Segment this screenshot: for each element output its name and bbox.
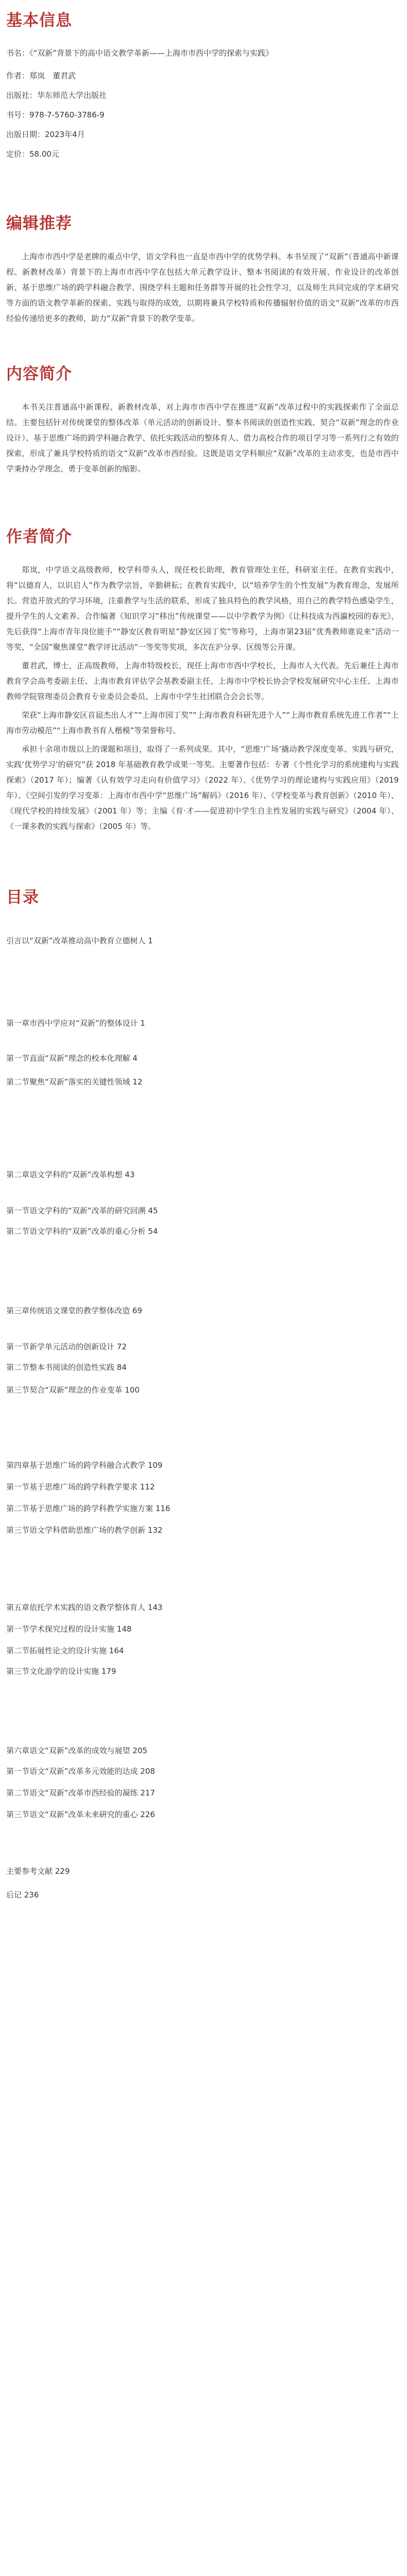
book-price: 定价：58.00元 <box>6 149 59 159</box>
toc-item: 后记 236 <box>6 1890 39 1900</box>
author-intro-paragraph-1: 郑岚，中学语文高级教师，校学科带头人，现任校长助理，教育管理处主任，科研室主任。在教育实践中，将“以德育人，以识启人”作为教学宗旨，辛勤耕耘；在教育实践中，以“培养学生的个性发展”为教育理念，发展所长。营造开放式的学习环境，注重教学与生活的联系，形成了独具特色的教学风格，用自己的教学特色感染学生，提升学生的人文素养。合作编著《知识学习”移出”传统课堂——以中学教学为例》《让科技成为西瀛校园的春光》，先后获得“上海市青年岗位能手”“静安区教育明星”静安区园丁奖”等称号，上海市第23届”优秀教师谁说来”活动一等奖，“全国”聚焦课堂”教学评比活动”一等奖等奖项，多次在沪分享。区级等公开课。 <box>6 565 399 652</box>
toc-item: 第二节聚焦“双新”落实的关键性领域 12 <box>6 1077 143 1087</box>
toc-item: 第三节契合“双新”理念的作业变革 100 <box>6 1385 140 1395</box>
toc-item: 第三节语文学科借助思维广场的教学创新 132 <box>6 1526 163 1535</box>
toc-item: 第三章传统语文课堂的教学整体改造 69 <box>6 1306 142 1315</box>
editor-recommend-paragraph: 上海市市西中学是老牌的重点中学，语文学科也一直是市西中学的优势学科。本书呈现了“双新”（普通高中新课程、新教材改革）背景下的上海市市西中学在包括大单元教学设计、整本书阅读的有效开展、作业设计的改革创新、基于思维广场的跨学科融合教学、围绕学科主题和任务群等开展的社会性学习，以及师生共同完成的学术研究等方面的语文教学革新的探索、实践与取得的成效，以期将兼具学校特质和传播辐射价值的语文“双新”改革的市西经验传递给更多的教师，助力“双新”背景下的教学变革。 <box>6 252 399 323</box>
toc-item: 第三节语文“双新”改革未来研究的重心 226 <box>6 1810 155 1819</box>
toc-item: 第一节直面“双新”理念的校本化理解 4 <box>6 1054 138 1063</box>
basic-info-heading: 基本信息 <box>6 11 72 30</box>
toc-item: 第五章依托学术实践的语文教学整体育人 143 <box>6 1603 163 1612</box>
content-intro-heading: 内容简介 <box>6 365 72 383</box>
toc-item: 第一节学术探究过程的设计实施 148 <box>6 1624 132 1634</box>
toc-item: 第一节新学单元活动的创新设计 72 <box>6 1342 127 1351</box>
toc-heading: 目录 <box>6 888 39 907</box>
toc-item: 第三节文化游学的设计实施 179 <box>6 1667 116 1676</box>
toc-item: 第二节基于思维广场的跨学科教学实施方案 116 <box>6 1504 171 1513</box>
author-intro-paragraph-2: 董君武，博士，正高级教师，上海市特级校长，现任上海市市西中学校长，上海市人大代表。先后兼任上海市教育学会高考委副主任、上海市教育评估学会基教委副主任、上海市中学校长协会学校发展研究中心主任、上海市教师学院管理委员会教育专业委员会委员、上海市中学生社团联合会会长等。 <box>6 661 399 701</box>
toc-item: 第二节语文“双新”改革市西经验的凝练 217 <box>6 1788 155 1798</box>
toc-item: 第六章语文“双新”改革的成效与展望 205 <box>6 1746 147 1755</box>
editor-recommend-section <box>6 210 399 329</box>
toc-list <box>6 923 399 2576</box>
toc-item: 第二节拓展性论文的设计实施 164 <box>6 1646 124 1655</box>
book-publisher: 出版社：华东师范大学出版社 <box>6 91 107 100</box>
toc-item: 第二章语文学科的“双新”改革构想 43 <box>6 1170 135 1179</box>
toc-item: 第一节语文学科的“双新”改革的研究回溯 45 <box>6 1206 158 1215</box>
toc-item: 主要参考文献 229 <box>6 1867 70 1876</box>
author-intro-heading: 作者简介 <box>6 528 72 546</box>
book-isbn: 书号：978-7-5760-3786-9 <box>6 110 105 120</box>
author-intro-paragraph-3: 荣获“上海市静安区首届杰出人才”“上海市园丁奖”“上海市教育科研先进个人”“上海市教育系统先进工作者”“上海市劳动模范”“上海市教书育人楷模”等荣誉称号。 <box>6 710 399 735</box>
content-intro-section <box>6 361 399 480</box>
toc-item: 第一节基于思维广场的跨学科教学要求 112 <box>6 1482 155 1492</box>
author-intro-section <box>6 523 399 837</box>
toc-item: 第二节语文学科的“双新”改革的重心分析 54 <box>6 1227 158 1236</box>
toc-item: 第一节语文“双新”改革多元效能的达成 208 <box>6 1767 155 1776</box>
author-intro-paragraph-4: 承担十余项市级以上的课题和项目，取得了一系列成果。其中，“思维‘广场’撬动教学深度变革、实践与研究，实践‘优势学习’的研究”获 2018 年基础教育教学成果一等奖。主要著作包括：专著《个性化学习的系统建构与实践探索》（2017 年）；编著《认有效学习走向有价值学习》（2022 年）、《优势学习的理论建构与实践应用》（2019 年）、《空间引发的学习变革：上海市市西中学“思维广场”解码》（2016 年）、《学校变革与教育创新》（2010 年）、《现代学校的持续发展》（2001 年）等；主编《育·才——促进初中学生自主性发展的实践与研究》（2004 年）、《一课多教的实践与探索》（2005 年）等。 <box>6 744 399 831</box>
toc-item: 第四章基于思维广场的跨学科融合式教学 109 <box>6 1461 163 1470</box>
book-author: 作者：郑岚 董君武 <box>6 71 76 80</box>
book-pub-date: 出版日期：2023年4月 <box>6 130 85 139</box>
book-title: 书名：《“双新”背景下的高中语文教学革新——上海市市西中学的探索与实践》 <box>6 48 274 58</box>
toc-item: 第一章市西中学应对“双新”的整体设计 1 <box>6 1019 145 1028</box>
toc-item: 引言以“双新”改革推动高中教育立德树人 1 <box>6 936 153 945</box>
content-intro-paragraph: 本书关注普通高中新课程、新教材改革，对上海市市西中学在推进“双新”改革过程中的实践探索作了全面总结。主要包括针对传统课堂的整体改革（单元活动的创新设计、整本书阅读的创造性实践、契合“双新”理念的作业设计）、基于思维广场的跨学科融合教学、依托实践活动的整体育人、借力高校合作的项目学习等一系列行之有效的探索，形成了兼具学校特质的语文“双新”改革市西经验。这既是语文学科顺应“双新”改革的主动求变，也是市西中学秉持办学理念、勇于变革创新的缩影。 <box>6 402 399 473</box>
toc-section <box>6 884 399 2576</box>
toc-item: 第二节整本书阅读的创造性实践 84 <box>6 1363 127 1372</box>
editor-recommend-heading: 编辑推荐 <box>6 214 72 233</box>
basic-info-section <box>6 7 399 168</box>
